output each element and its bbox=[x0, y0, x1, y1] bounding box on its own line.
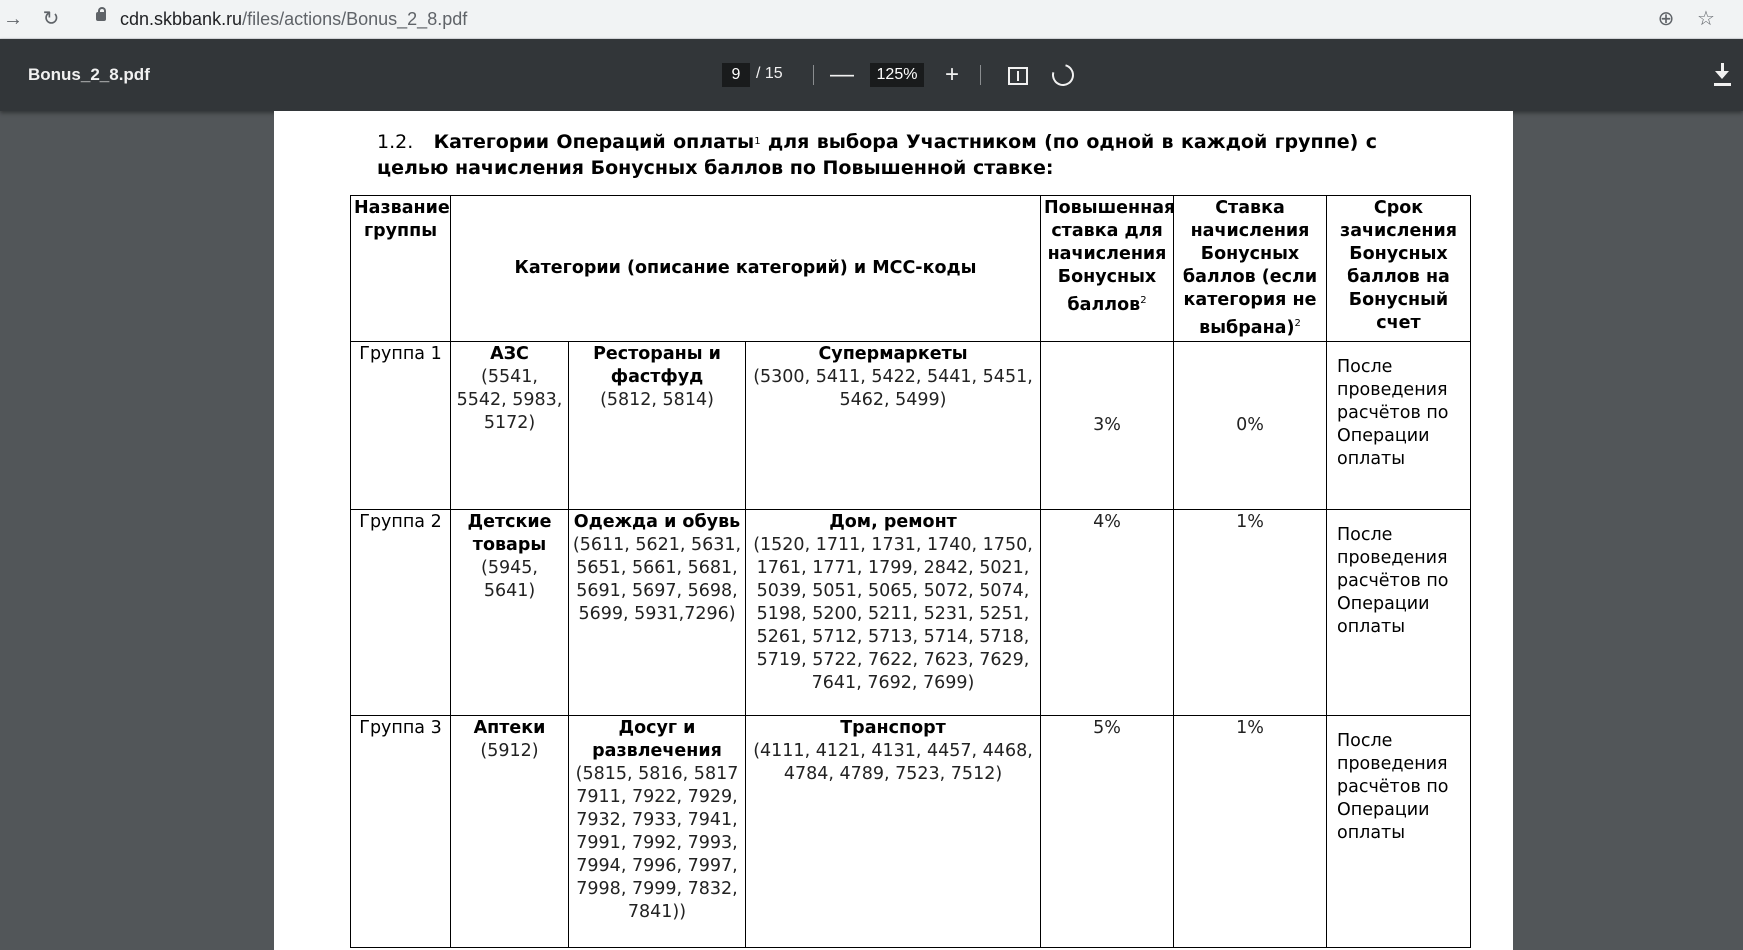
zoom-icon[interactable]: ⊕ bbox=[1657, 8, 1675, 30]
category-cell: Транспорт (4111, 4121, 4131, 4457, 4468, 4784, 4789, 7523, 7512) bbox=[746, 715, 1041, 947]
group-cell: Группа 3 bbox=[351, 715, 451, 947]
increased-rate-cell: 3% bbox=[1041, 341, 1174, 509]
group-cell: Группа 2 bbox=[351, 509, 451, 715]
header-categories: Категории (описание категорий) и МСС-коды bbox=[451, 196, 1041, 342]
download-icon-base bbox=[1714, 83, 1731, 86]
category-cell: Досуг и развлечения (5815, 5816, 5817 7911, 7922, 7929, 7932, 7933, 7941, 7991, 7992, 7993, 7994, 7996, 7997, 7998, 7999, 7832, 7841)) bbox=[569, 715, 746, 947]
section-number: 1.2. bbox=[377, 131, 414, 153]
page-total: / 15 bbox=[756, 65, 783, 82]
base-rate-cell: 1% bbox=[1174, 715, 1327, 947]
section-heading bbox=[377, 129, 1377, 181]
heading-line-2: целью начисления Бонусных баллов по Повышенной ставке: bbox=[377, 157, 1054, 179]
reload-icon[interactable]: ↻ bbox=[42, 8, 60, 30]
table-row bbox=[351, 341, 1471, 509]
table-row bbox=[351, 715, 1471, 947]
term-cell: После проведения расчётов по Операции оплаты bbox=[1327, 341, 1471, 509]
address-bar[interactable] bbox=[80, 3, 1720, 35]
lock-icon[interactable] bbox=[96, 12, 106, 21]
zoom-level-input[interactable]: 125% bbox=[870, 63, 924, 87]
page-number-input[interactable]: 9 bbox=[722, 63, 750, 87]
heading-text-b: для выбора Участником (по одной в каждой группе) с bbox=[760, 131, 1377, 153]
category-cell: Дом, ремонт (1520, 1711, 1731, 1740, 1750, 1761, 1771, 1799, 2842, 5021, 5039, 5051, 5065, 5072, 5074, 5198, 5200, 5211, 5231, 5251, 5261, 5712, 5713, 5714, 5718, 5719, 5722, 7622, 7623, 7629, 7641, 7692, 7699) bbox=[746, 509, 1041, 715]
forward-arrow-icon[interactable]: → bbox=[3, 8, 23, 30]
zoom-out-button[interactable]: — bbox=[830, 61, 854, 88]
group-cell: Группа 1 bbox=[351, 341, 451, 509]
term-cell: После проведения расчётов по Операции оплаты bbox=[1327, 715, 1471, 947]
category-cell: Аптеки (5912) bbox=[451, 715, 569, 947]
category-cell: АЗС (5541, 5542, 5983, 5172) bbox=[451, 341, 569, 509]
document-title: Bonus_2_8.pdf bbox=[28, 65, 150, 84]
table-row bbox=[351, 509, 1471, 715]
increased-rate-cell: 4% bbox=[1041, 509, 1174, 715]
category-cell: Одежда и обувь (5611, 5621, 5631, 5651, 5661, 5681, 5691, 5697, 5698, 5699, 5931,7296) bbox=[569, 509, 746, 715]
star-icon[interactable]: ☆ bbox=[1697, 8, 1715, 30]
header-group: Название группы bbox=[351, 196, 451, 342]
category-cell: Рестораны и фастфуд (5812, 5814) bbox=[569, 341, 746, 509]
increased-rate-cell: 5% bbox=[1041, 715, 1174, 947]
browser-toolbar bbox=[0, 0, 1743, 39]
url-text[interactable]: cdn.skbbank.ru/files/actions/Bonus_2_8.pdf bbox=[120, 9, 468, 29]
category-cell: Супермаркеты (5300, 5411, 5422, 5441, 5451, 5462, 5499) bbox=[746, 341, 1041, 509]
categories-table bbox=[350, 195, 1471, 948]
term-cell: После проведения расчётов по Операции оплаты bbox=[1327, 509, 1471, 715]
pdf-page bbox=[274, 111, 1513, 950]
header-term: Срок зачисления Бонусных баллов на Бонусный счет bbox=[1327, 196, 1471, 342]
zoom-in-button[interactable]: + bbox=[944, 61, 959, 88]
divider bbox=[980, 65, 981, 85]
footnote-ref: 1 bbox=[754, 136, 761, 147]
pdf-toolbar bbox=[0, 39, 1743, 111]
divider bbox=[813, 65, 814, 85]
header-increased-rate: Повышенная ставка для начисления Бонусных баллов$^2$ bbox=[1041, 196, 1174, 342]
base-rate-cell: 1% bbox=[1174, 509, 1327, 715]
fit-page-icon[interactable] bbox=[1008, 67, 1028, 85]
category-cell: Детские товары (5945, 5641) bbox=[451, 509, 569, 715]
heading-text-a: Категории Операций оплаты bbox=[433, 131, 755, 153]
base-rate-cell: 0% bbox=[1174, 341, 1327, 509]
rotate-icon[interactable] bbox=[1048, 60, 1078, 90]
header-base-rate: Ставка начисления Бонусных баллов (если категория не выбрана)$^2$ bbox=[1174, 196, 1327, 342]
table-header-row bbox=[351, 196, 1471, 342]
